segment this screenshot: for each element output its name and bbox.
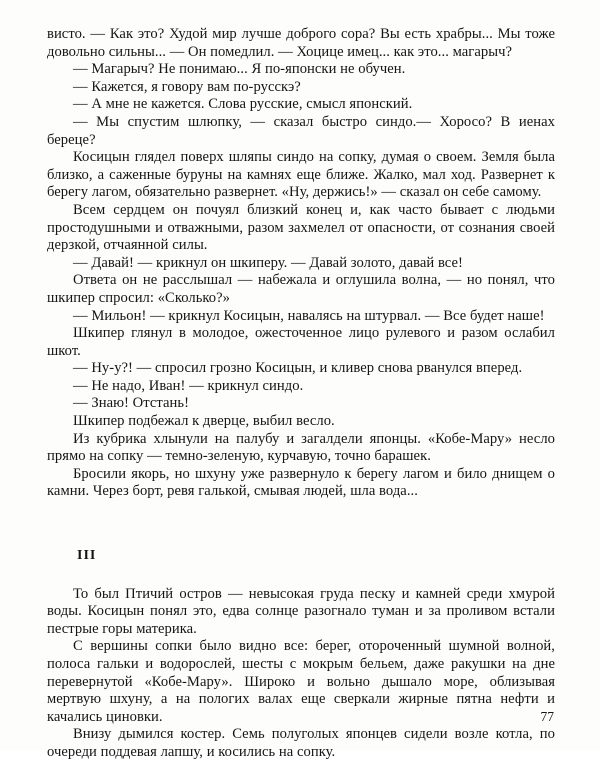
paragraph: Косицын глядел поверх шляпы синдо на сопку, думая о своем. Земля была близко, а саженные буруны на камнях еще ближе. Жалко, мал ход. Развернет к берегу лагом, обязательно развернет. «Ну, держись!» — сказал он себе самому. bbox=[47, 149, 555, 201]
section-spacer bbox=[47, 501, 555, 547]
paragraph: — Кажется, я говору вам по-русскэ? bbox=[73, 78, 301, 95]
paragraph: — Ну-у?! — спросил грозно Косицын, и кливер снова рванулся вперед. bbox=[73, 360, 523, 377]
paragraph: Шкипер подбежал к дверце, выбил весло. bbox=[73, 413, 335, 430]
section-heading: III bbox=[77, 548, 97, 564]
paragraph: Шкипер глянул в молодое, ожесточенное лицо рулевого и разом ослабил шкот. bbox=[47, 325, 555, 359]
paragraph: — А мне не кажется. Слова русские, смысл японский. bbox=[73, 96, 413, 113]
paragraph: — Мы спустим шлюпку, — сказал быстро синдо.— Хоросо? В иенах береце? bbox=[47, 113, 555, 148]
paragraph: Ответа он не расслышал — набежала и оглушила волна, — но понял, что шкипер спросил: «Сколько?» bbox=[47, 272, 555, 306]
paragraph: С вершины сопки было видно все: берег, отороченный шумной волной, полоса гальки и водорослей, шесты с мокрым бельем, даже ракушки на дне перевернутой «Кобе-Мару». Широко и вольно дышало море, облизывая мертвую шхуну, а на пологих валах еще сверкали жирные пятна нефти и качались циновки. bbox=[47, 638, 555, 725]
paragraph: висто. — Как это? Худой мир лучше доброго сора? Вы есть храбры... Мы тоже довольно сильны... — Он помедлил. — Хоцице имец... как это... магарыч? bbox=[47, 26, 555, 60]
paragraph: То был Птичий остров — невысокая груда песку и камней среди хмурой воды. Косицын понял это, едва солнце разогнало туман и за проливом встали пестрые горы материка. bbox=[47, 585, 555, 637]
paragraph: Всем сердцем он почуял близкий конец и, как часто бывает с людьми простодушными и отважными, разом захмелел от опасности, от сознания своей дерзкой, отчаянной силы. bbox=[47, 201, 555, 254]
paragraph: — Не надо, Иван! — крикнул синдо. bbox=[73, 377, 304, 394]
section-spacer bbox=[47, 565, 555, 586]
paragraph: Бросили якорь, но шхуну уже развернуло к берегу лагом и било днищем о камни. Через борт, ревя галькой, смывая людей, шла вода... bbox=[47, 465, 555, 500]
paragraph: Из кубрика хлынули на палубу и загалдели японцы. «Кобе-Мару» несло прямо на сопку — темно-зеленую, курчавую, точно барашек. bbox=[47, 430, 555, 465]
page-number: 77 bbox=[540, 709, 554, 724]
paragraph: — Мильон! — крикнул Косицын, навалясь на штурвал. — Все будет наше! bbox=[73, 307, 545, 324]
paragraph: — Магарыч? Не понимаю... Я по-японски не обучен. bbox=[73, 61, 406, 78]
paragraph: — Давай! — крикнул он шкиперу. — Давай золото, давай все! bbox=[73, 254, 463, 271]
paragraph: Внизу дымился костер. Семь полуголых японцев сидели возле котла, по очереди поддевая лапшу, и косились на сопку. bbox=[47, 726, 555, 760]
text-column bbox=[47, 26, 555, 762]
paragraph: — Знаю! Отстань! bbox=[73, 395, 189, 412]
